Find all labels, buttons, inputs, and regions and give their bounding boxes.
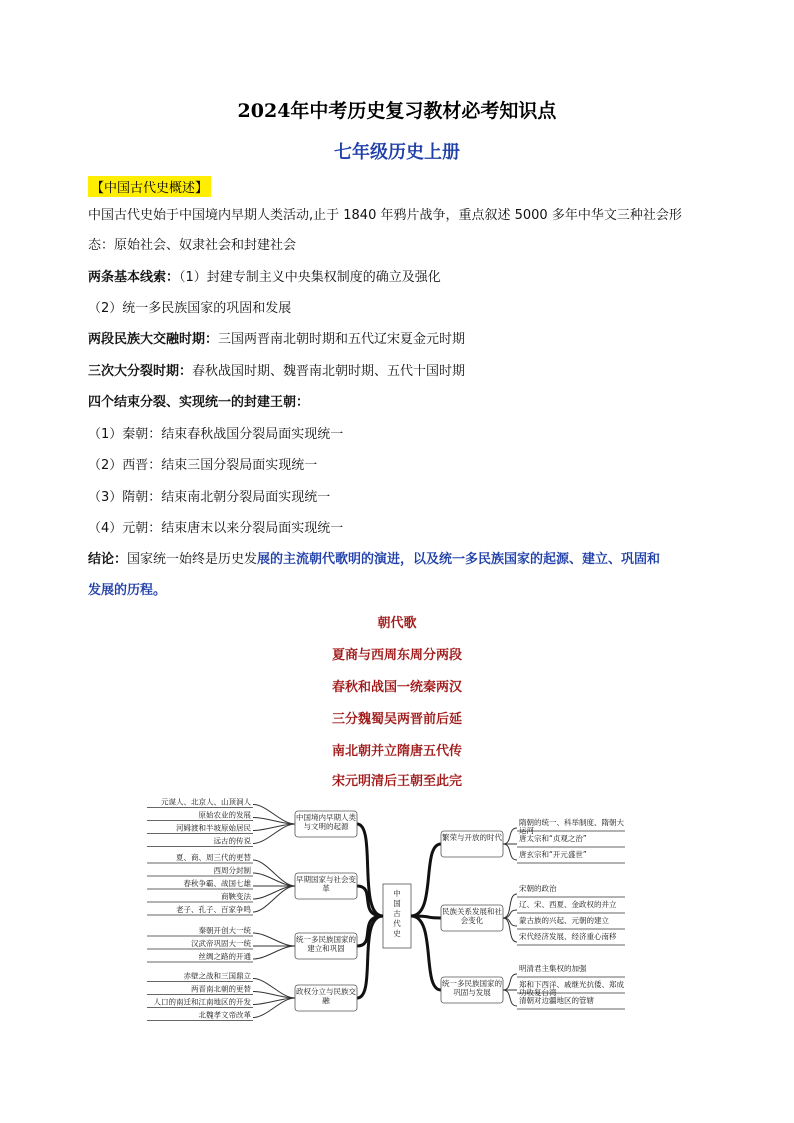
- page-subtitle: 七年级历史上册: [334, 142, 460, 163]
- mindmap-trunk: [357, 916, 383, 998]
- poem-line-2: 春秋和战国一统秦两汉: [331, 680, 462, 695]
- mindmap-leaf-label: 宋代经济发展、经济重心南移: [519, 932, 617, 941]
- conclusion-label: 结论：: [88, 552, 128, 567]
- unify-item-2: （2）西晋：结束三国分裂局面实现统一: [88, 458, 318, 473]
- mindmap-leaf-link: [253, 933, 295, 946]
- mindmap-leaf-link: [503, 990, 517, 1006]
- poem-line-1: 夏商与西周东周分两段: [331, 648, 462, 663]
- mindmap-branch-label: 早期国家与社会变革: [296, 875, 356, 893]
- mindmap-leaf-label: 辽、宋、西夏、金政权的并立: [519, 900, 617, 909]
- conclusion-line-2: 发展的历程。: [88, 583, 167, 598]
- mindmap-leaf-label: 商鞅变法: [221, 892, 251, 901]
- mindmap-leaf-label: 夏、商、周三代的更替: [176, 853, 251, 862]
- mindmap-leaf-label: 远古的传说: [213, 836, 251, 846]
- mindmap-leaf-link: [253, 886, 295, 912]
- split-text: 春秋战国时期、魏晋南北朝时期、五代十国时期: [192, 364, 466, 379]
- intro-line-1: 中国古代史始于中国境内早期人类活动,止于 1840 年鸦片战争，重点叙述 5000 多年中华文三种社会形: [88, 208, 682, 223]
- mindmap-leaf-label: 郑和下西洋、戚继光抗倭、郑成功收复台湾: [519, 980, 624, 997]
- poem-title: 朝代歌: [377, 616, 417, 631]
- mindmap-leaf-link: [253, 946, 295, 959]
- mindmap-leaf-label: 隋朝的统一、科举制度、隋朝大运河: [519, 818, 624, 835]
- conclusion-plain: 国家统一始终是历史发: [127, 552, 258, 567]
- poem-line-5: 宋元明清后王朝至此完: [331, 774, 462, 789]
- conclusion-blue-1: 展的主流朝代歌明的演进，以及统一多民族国家的起源、建立、巩固和: [257, 552, 661, 567]
- mindmap-leaf-link: [503, 910, 517, 918]
- mindmap-leaf-label: 秦朝开创大一统: [198, 926, 251, 935]
- mindmap-leaf-label: 原始农业的发展: [198, 810, 251, 820]
- clues-line: [88, 268, 441, 288]
- split-label: 三次大分裂时期：: [88, 364, 193, 379]
- mindmap-leaf-label: 唐太宗和“贞观之治”: [519, 834, 587, 843]
- mindmap-leaf-link: [253, 860, 295, 886]
- mindmap-leaf-label: 清朝对边疆地区的管辖: [519, 996, 594, 1005]
- mindmap-branch-label: 民族关系发展和社会变化: [442, 907, 502, 925]
- mindmap-branch-label: 繁荣与开放的时代: [442, 833, 502, 842]
- mindmap-leaf-label: 河姆渡和半坡原始居民: [176, 823, 251, 833]
- conclusion-line-1: [88, 550, 660, 570]
- intro-line-2: 态：原始社会、奴隶社会和封建社会: [88, 238, 297, 253]
- clues-item-1: （1）封建专制主义中央集权制度的确立及强化: [179, 270, 441, 285]
- poem-line-3: 三分魏蜀吴两晋前后延: [331, 712, 462, 727]
- mindmap-leaf-label: 元谋人、北京人、山顶洞人: [161, 798, 251, 807]
- mindmap-leaf-label: 汉武帝巩固大一统: [191, 939, 251, 948]
- page-title: 2024年中考历史复习教材必考知识点: [237, 100, 557, 122]
- unify-item-4: （4）元朝：结束唐末以来分裂局面实现统一: [88, 521, 344, 536]
- split-line: [88, 362, 465, 382]
- mindmap-branch-label: 统一多民族国家的建立和巩固: [296, 935, 356, 953]
- unify-item-1: （1）秦朝：结束春秋战国分裂局面实现统一: [88, 427, 344, 442]
- mindmap-leaf-label: 两晋南北朝的更替: [191, 984, 251, 994]
- history-mindmap: [145, 798, 645, 1043]
- unify-item-3: （3）隋朝：结束南北朝分裂局面实现统一: [88, 490, 331, 505]
- mindmap-leaf-label: 唐玄宗和“开元盛世”: [519, 850, 587, 859]
- mindmap-trunk: [357, 824, 383, 916]
- mindmap-leaf-link: [503, 844, 517, 860]
- mindmap-leaf-link: [503, 828, 517, 844]
- fusion-text: 三国两晋南北朝时期和五代辽宋夏金元时期: [218, 332, 466, 347]
- mindmap-leaf-label: 丝绸之路的开通: [198, 952, 251, 961]
- mindmap-leaf-label: 北魏孝文帝改革: [198, 1010, 251, 1020]
- mindmap-leaf-label: 蒙古族的兴起、元朝的建立: [519, 916, 609, 925]
- mindmap-leaf-link: [503, 918, 517, 926]
- mindmap-leaf-link: [503, 974, 517, 990]
- mindmap-leaf-label: 春秋争霸、战国七雄: [183, 879, 251, 888]
- mindmap-branch-label: 政权分立与民族交融: [296, 987, 356, 1005]
- mindmap-center-label: 中国古代史: [393, 889, 401, 938]
- mindmap-leaf-label: 西周分封制: [213, 866, 251, 875]
- fusion-line: [88, 330, 465, 350]
- mindmap-leaf-label: 人口的南迁和江南地区的开发: [153, 997, 251, 1007]
- mindmap-leaf-label: 明清君主集权的加强: [519, 964, 587, 973]
- unify-label: 四个结束分裂、实现统一的封建王朝：: [88, 395, 310, 410]
- mindmap-branch-label: 中国境内早期人类与文明的起源: [296, 813, 356, 831]
- section-tag: 【中国古代史概述】: [88, 176, 211, 197]
- clues-label: 两条基本线索：: [88, 270, 180, 285]
- mindmap-trunk: [411, 844, 441, 916]
- mindmap-leaf-label: 老子、孔子、百家争鸣: [176, 905, 251, 914]
- mindmap-leaf-label: 赤壁之战和三国鼎立: [183, 971, 251, 981]
- fusion-label: 两段民族大交融时期：: [88, 332, 219, 347]
- mindmap-trunk: [411, 916, 441, 990]
- mindmap-leaf-label: 宋朝的政治: [519, 884, 557, 893]
- poem-line-4: 南北朝并立隋唐五代传: [331, 744, 462, 759]
- clues-item-2: （2）统一多民族国家的巩固和发展: [88, 301, 292, 316]
- mindmap-branch-label: 统一多民族国家的巩固与发展: [442, 979, 502, 997]
